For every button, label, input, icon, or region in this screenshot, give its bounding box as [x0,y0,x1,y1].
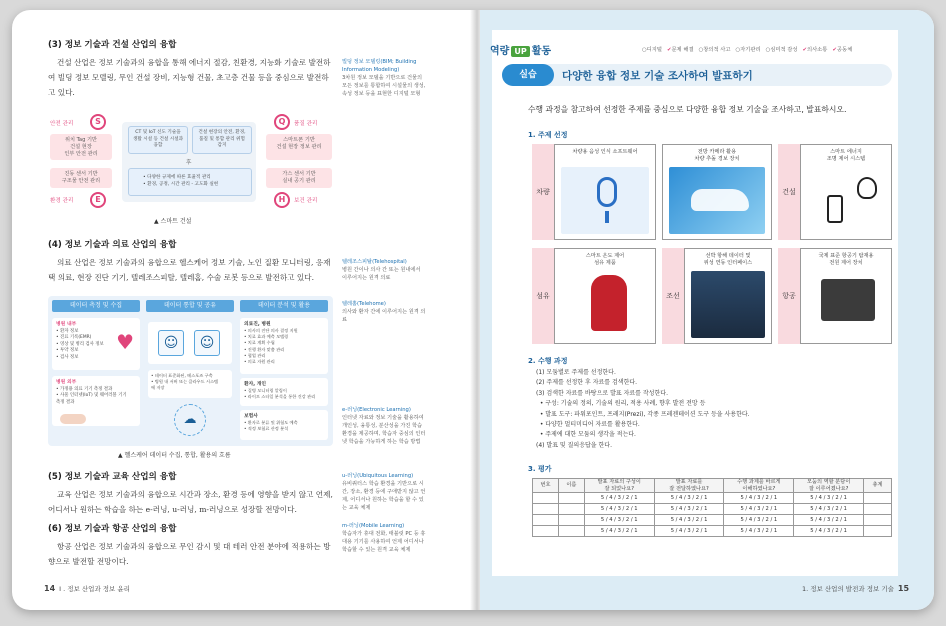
section-topic-selection: 1. 주제 선정 [528,131,568,139]
healthcare-diagram [48,296,333,446]
label-textile: 섬유 [532,248,554,344]
topic-caption: 차량용 음성 인식 소프트웨어 [572,149,638,155]
side-note-mlearning [342,522,427,554]
topic-caption: 국제 표준 항공기 탑재용 전원 제어 장치 [818,253,874,266]
letter-e-icon: E [90,192,106,208]
header-analyze: 데이터 분석 및 활용 [240,300,328,312]
outside-items: • 가정용 의료 기기 측정 결과 • 사물 인터넷(IoT) 및 웨어러블 기기 측정 결과 [56,387,127,405]
car-sensor-image [669,167,765,234]
total-cell[interactable] [864,493,892,504]
checkbox-checked-icon: ✔ [832,47,837,53]
competency-tag [736,47,761,53]
right-footer [802,584,913,593]
letter-h-icon: H [274,192,290,208]
nurse-icon: ☺ [194,330,220,356]
section-6-title: (6) 정보 기술과 항공 산업의 융합 [48,524,177,534]
eval-row [533,493,892,504]
section-3-title: (3) 정보 기술과 건설 산업의 융합 [48,40,177,50]
environment-box: 진동 센서 기반 구조물 안전 관리 [50,168,112,188]
name-cell[interactable] [558,526,584,537]
inside-title: 병원 내부 [56,322,77,327]
eval-row [533,504,892,515]
competency-tags [642,45,857,53]
r1-items: • 의사의 진단 의사 결정 지원 • 치료 효과 예측 모델링 • 치료 계획 수립 • 진행 환자 맞춤 관리 • 협업 관리 • 의료 자원 관리 [244,328,298,365]
badge-text2: 활동 [531,46,552,57]
eval-row [533,515,892,526]
r1-box [240,318,328,374]
score-options[interactable]: 5 / 4 / 3 / 2 / 1 [584,504,654,515]
label-health: 보건 관리 [294,198,318,204]
outside-box [52,376,140,426]
side-desc: 학습자가 휴대 전화, 태블릿 PC 등 휴대용 기기를 사용하여 언제 어디서나 학습할 수 있는 원격 교육 체제 [342,531,426,553]
checkbox-checked-icon: ✔ [802,47,807,53]
red-jacket-image [561,271,649,338]
side-desc: 인터넷 자료와 정보 기술을 활용하여 개인성, 융통성, 분산성을 가진 학습 환경을 제공하며, 학습자 중심의 인터넷 학습을 가능하게 하는 학습 방법 [342,415,426,445]
footer-text: I . 정보 산업과 정보 윤리 [59,585,130,593]
total-cell[interactable] [864,504,892,515]
right-page [480,10,934,610]
topic-smart-textile[interactable] [554,248,656,344]
tag-label: 창의적 사고 [703,47,731,53]
practice-label: 실습 [502,64,554,86]
tag-label: 의사소통 [806,47,828,53]
section-5-text: 교육 산업은 정보 기술과의 융합으로 시간과 장소, 환경 등에 영향을 받지 않고 언제, 어디서나 원하는 학습을 하는 e-러닝, u-러닝, m-러닝으로 성장할 전망이다. [48,490,333,514]
smart-construction-diagram [48,112,333,212]
center-label: 후 [186,160,192,166]
label-quality: 품질 관리 [294,121,318,127]
label-vehicle: 차량 [532,144,554,240]
page-number: 14 [44,584,56,593]
doctor-icon: ☺ [158,330,184,356]
doctors-illustration [148,322,232,364]
topic-caption: 스마트 온도 제어 섬유 제품 [585,253,625,266]
number-cell[interactable] [533,493,559,504]
side-term: 빌딩 정보 모델링(BIM; Building Information Modeling) [342,59,417,73]
number-cell[interactable] [533,526,559,537]
score-options[interactable]: 5 / 4 / 3 / 2 / 1 [724,493,794,504]
checkbox-empty-icon: ○ [765,47,771,53]
letter-q-icon: Q [274,114,290,130]
competency-tag [832,47,852,53]
score-options[interactable]: 5 / 4 / 3 / 2 / 1 [584,493,654,504]
cloud-network-icon: ☁ [174,404,206,436]
capability-badge [490,42,551,57]
evaluation-table [532,478,892,537]
label-safety: 안전 관리 [50,121,74,127]
score-options[interactable]: 5 / 4 / 3 / 2 / 1 [794,504,864,515]
topic-ship-navigation[interactable] [684,248,772,344]
tag-label: 심미적 감성 [770,47,798,53]
quality-box: 스마트폰 기반 건설 현장 정보 관리 [266,134,332,160]
side-note-telehome [342,300,427,324]
section-process: 2. 수행 과정 [528,357,568,365]
topic-caption: 전방 카메라 활용 차량 추돌 경보 장치 [694,149,740,162]
section-4-title: (4) 정보 기술과 의료 산업의 융합 [48,240,177,250]
side-desc: 유비쿼터스 학습 환경을 기반으로 시간, 장소, 환경 등에 구애받지 않고 언제, 어디서나 원하는 학습을 할 수 있는 교육 체제 [342,481,426,511]
center-top-right: 건설 현장의 안전, 환경, 품질 및 통합 관리 위험 감지 [192,126,252,154]
middle-items: • 데이터 표준화된, 메스포즈 구축 • 병원 내 서버 또는 클라우드 시스템 에 저장 [151,373,219,390]
score-options[interactable]: 5 / 4 / 3 / 2 / 1 [724,515,794,526]
side-note-telehospital [342,258,427,282]
side-term: e-러닝(Electronic Learning) [342,407,411,413]
name-cell[interactable] [558,515,584,526]
topic-voice-recognition[interactable] [554,144,656,240]
page-number: 15 [897,584,910,593]
r2-box [240,378,328,406]
practice-bar [502,64,892,86]
competency-tag [642,47,662,53]
label-environment: 환경 관리 [50,198,74,204]
safety-box: 위치 Tag 기반 건설 현장 인부 안전 관리 [50,134,112,160]
voice-mic-icon [561,167,649,234]
checkbox-empty-icon: ○ [735,47,741,53]
checkbox-empty-icon: ○ [698,47,704,53]
figure-caption-construction: ▲ 스마트 건설 [154,218,192,225]
center-top-left: CT 및 IoT 신도 기술을 생활 시설 등 건설 시설과 융합 [128,126,188,154]
ship-bridge-image [691,271,765,338]
label-shipbuilding: 조선 [662,248,684,344]
name-cell[interactable] [558,493,584,504]
instruction-text: 수행 과정을 참고하여 선정한 주제를 중심으로 다양한 융합 정보 기술을 조사하고, 발표하시오. [528,105,847,114]
score-options[interactable]: 5 / 4 / 3 / 2 / 1 [794,493,864,504]
outside-title: 병원 외부 [56,380,77,385]
eval-header: 번호 [533,479,559,493]
left-page [12,10,472,610]
section-5-title: (5) 정보 기술과 교육 산업의 융합 [48,472,177,482]
left-footer [40,584,130,593]
center-bottom: • 다양한 규제에 따른 효율적 관리 • 환경, 공정, 시간 관리 - 고도화 실현 [128,168,252,196]
label-aviation: 항공 [778,248,800,344]
competency-tag [766,47,798,53]
practice-title: 다양한 융합 정보 기술 조사하여 발표하기 [562,70,753,82]
score-options[interactable]: 5 / 4 / 3 / 2 / 1 [794,526,864,537]
r3-title: 보험사 [244,414,258,419]
competency-tag [803,47,828,53]
side-term: 텔레조스피탈(Telehospital) [342,259,407,265]
section-4-text: 의료 산업은 정보 기술과의 융합으로 헬스케어 정보 기술, 노인 질환 모니터링, 응재택 의료, 현장 진단 기기, 텔레조스피탈, 텔레홈, 수술 로봇 등으로 발전하고 있다. [48,258,331,282]
score-options[interactable]: 5 / 4 / 3 / 2 / 1 [724,504,794,515]
bulb-phone-icon [807,167,885,234]
section-evaluation: 3. 평가 [528,465,552,473]
tag-label: 공동체 [836,47,853,53]
side-term: u-러닝(Ubiquitous Learning) [342,473,414,479]
side-note-bim [342,58,427,98]
number-cell[interactable] [533,515,559,526]
header-share: 데이터 통합 및 공유 [146,300,234,312]
arm-device-icon [60,414,86,424]
badge-up: UP [511,46,529,57]
r2-items: • 질병 모니터링 알림이 • 라이프 스타일 분석을 통한 건강 관리 [244,388,316,400]
r3-box [240,410,328,440]
tag-label: 디지털 [646,47,662,53]
eval-header: 발표 자료의 구성이 잘 되었나요? [584,479,654,493]
textbook-spread [12,10,934,610]
side-desc: 의사와 환자 간에 이루어지는 원격 의료 [342,309,426,323]
number-cell[interactable] [533,504,559,515]
side-note-ulearning [342,472,427,512]
score-options[interactable]: 5 / 4 / 3 / 2 / 1 [654,526,724,537]
r2-title: 환자, 개인 [244,382,267,387]
middle-box [148,370,232,398]
eval-header: 모둠의 역할 분담이 잘 이루어졌나요? [794,479,864,493]
name-cell[interactable] [558,504,584,515]
eval-row [533,526,892,537]
topic-caption: 스마트 에너지 조명 제어 시스템 [826,149,866,162]
topic-aircraft-power[interactable] [800,248,892,344]
competency-tag [667,47,694,53]
topic-collision-warning[interactable] [662,144,772,240]
topic-caption: 선박 항해 데이터 및 위성 연동 인터페이스 [703,253,753,266]
side-note-elearning [342,406,427,446]
side-term: m-러닝(Mobile Learning) [342,523,405,529]
r3-items: • 환자로 분류 및 위험도 예측 • 적정 보험료 산정 분석 [244,420,298,432]
inside-items: • 환자 정보 • 진료 기록(EMR) • 영상 및 병리 검사 정보 • 투약 정보 • 검사 정보 [56,329,104,360]
score-options[interactable]: 5 / 4 / 3 / 2 / 1 [654,515,724,526]
total-cell[interactable] [864,515,892,526]
section-3-text: 건설 산업은 정보 기술과의 융합을 통해 에너지 절감, 친환경, 지능화 기술로 발전하여 빌딩 정보 모델링, 무인 건설 장비, 지능형 건물, 초고층 건물 등을 중심으로 발전하고 있다. [48,58,331,97]
label-construction: 건설 [778,144,800,240]
score-options[interactable]: 5 / 4 / 3 / 2 / 1 [794,515,864,526]
score-options[interactable]: 5 / 4 / 3 / 2 / 1 [584,515,654,526]
tag-label: 자기관리 [740,47,761,53]
section-6-text: 항공 산업은 정보 기술과의 융합으로 무인 감시 및 대 테러 안전 분야에 적용하는 방향으로 발전할 전망이다. [48,542,331,566]
checkbox-checked-icon: ✔ [666,47,672,53]
process-steps: (1) 모둠별로 주제를 선정한다. (2) 주제를 선정한 후 자료를 검색한다. (3) 검색한 자료를 바탕으로 발표 자료를 작성한다. • 구성: 기술의 정의, 기술의 원리, 적용 사례, 향후 발전 전망 등 • 발표 도구: 파워포인트, 프레지(Prezi), 각종 프레젠테이션 도구 등을 사용한다. • 다양한 멀티미디어 자료를 활용한다. • 주제에 대한 모둠의 생각을 적는다. (4) 발표 및 질의응답을 한다. [536,369,750,449]
score-options[interactable]: 5 / 4 / 3 / 2 / 1 [724,526,794,537]
letter-s-icon: S [90,114,106,130]
eval-header: 수행 과제를 바르게 이해하였나요? [724,479,794,493]
health-box: 가스 센서 기반 실내 공기 관리 [266,168,332,188]
side-desc: 병원 간이나 의사 간 또는 원내에서 이루어지는 원격 의료 [342,267,421,281]
inside-box [52,318,140,370]
checkbox-empty-icon: ○ [642,47,647,53]
topic-smart-lighting[interactable] [800,144,892,240]
tag-label: 문제 해결 [671,47,694,53]
power-case-image [807,271,885,338]
side-term: 텔레홈(Telehome) [342,301,386,307]
eval-header: 발표 자료를 잘 전달하였나요? [654,479,724,493]
eval-header: 총계 [864,479,892,493]
footer-text: 1. 정보 산업의 발전과 정보 기술 [802,585,894,593]
score-options[interactable]: 5 / 4 / 3 / 2 / 1 [654,504,724,515]
competency-tag [699,47,731,53]
header-collect: 데이터 측정 및 수집 [52,300,140,312]
total-cell[interactable] [864,526,892,537]
heart-icon: ♥ [116,330,134,354]
activity-panel [492,30,898,576]
r1-title: 의료진, 병원 [244,322,271,327]
eval-header: 이름 [558,479,584,493]
score-options[interactable]: 5 / 4 / 3 / 2 / 1 [654,493,724,504]
side-desc: 3차원 정보 모델을 기반으로 건물의 모든 정보를 통합하여 시설물의 생성, 속성 정보 등을 표현한 디지털 모형 [342,75,426,97]
score-options[interactable]: 5 / 4 / 3 / 2 / 1 [584,526,654,537]
figure-caption-healthcare: ▲ 헬스케어 데이터 수집, 통합, 활용의 흐름 [118,452,231,459]
badge-text: 역량 [490,46,510,57]
